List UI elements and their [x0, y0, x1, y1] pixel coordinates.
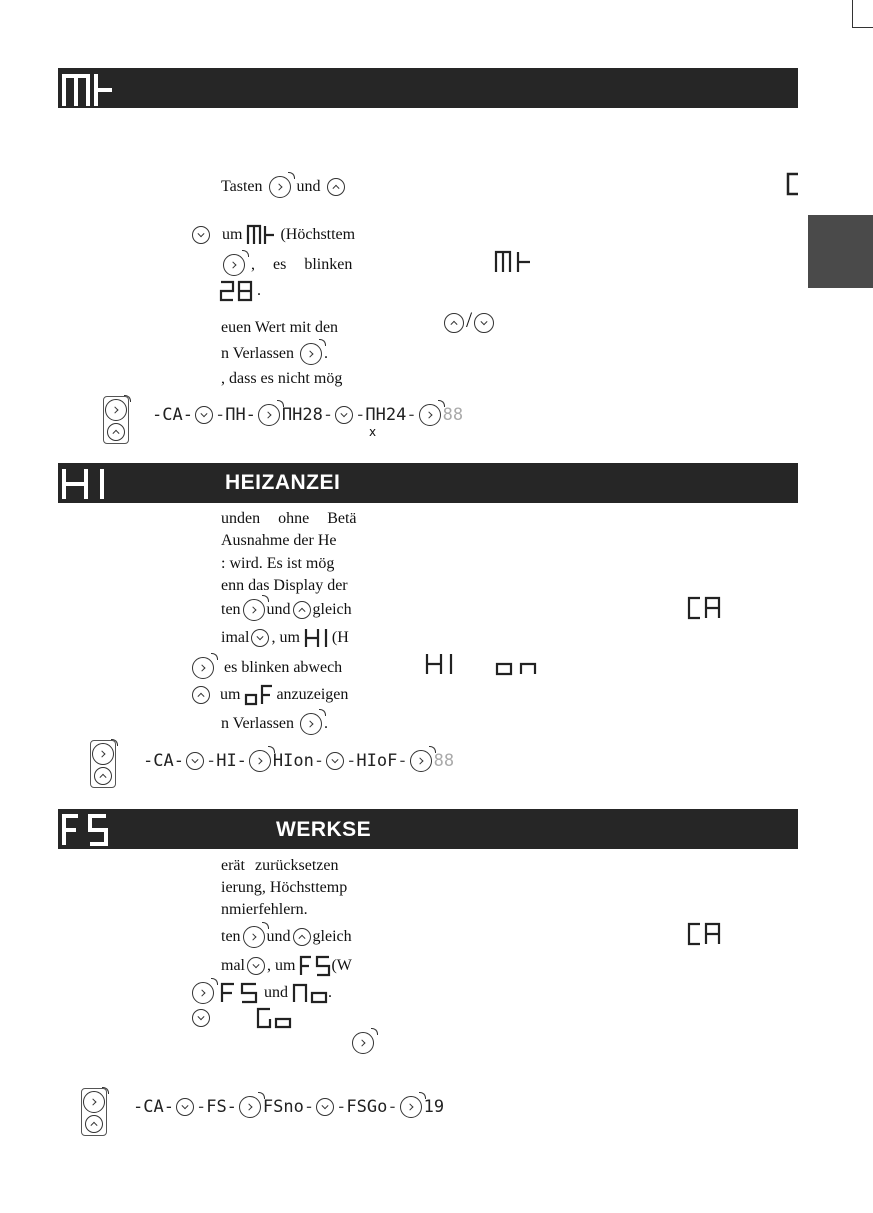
segment-display-go [256, 1007, 296, 1029]
right-button-icon [243, 926, 265, 948]
text-line-1-2: um (Höchsttem [190, 224, 355, 246]
right-button-icon [239, 1096, 261, 1118]
right-button-icon [410, 750, 432, 772]
right-button-icon [400, 1096, 422, 1118]
text-line-1-3: , es blinken [221, 254, 352, 276]
right-button-icon [223, 254, 245, 276]
right-button-icon [269, 176, 291, 198]
text-line-2-8: um anzuzeigen [190, 684, 348, 706]
down-button-icon [326, 752, 344, 770]
up-button-icon [293, 928, 311, 946]
text-line-2-1: unden ohne Betä [221, 510, 357, 527]
segment-display-code-fs [60, 813, 120, 847]
right-button-icon [300, 343, 322, 365]
text-line-1-5: euen Wert mit den [221, 319, 339, 336]
text-line-1-6: n Verlassen . [221, 343, 328, 365]
segment-display-ca [687, 596, 723, 620]
text-line-1-7: , dass es nicht mög [221, 370, 343, 387]
sequence-hi: -CA- -HI- HIon- -HIoF- 88 [143, 751, 455, 771]
up-down-button-pair-icon: / [442, 307, 496, 333]
section-title-hi: HEIZANZEI [225, 471, 341, 494]
keypad-icon [103, 396, 129, 444]
segment-display-hi-inline [304, 627, 332, 649]
crop-mark-vertical [852, 0, 853, 28]
right-button-icon [92, 743, 114, 765]
down-button-icon [176, 1098, 194, 1116]
down-button-icon [192, 1009, 210, 1027]
segment-display-code-mt [60, 72, 120, 106]
segment-display-fs-inline [299, 955, 331, 977]
right-button-icon [300, 713, 322, 735]
right-button-icon [350, 1032, 376, 1054]
text-line-2-6: imal , um (H [221, 627, 349, 649]
text-line-2-2: Ausnahme der He [221, 532, 337, 549]
down-button-icon [195, 406, 213, 424]
up-button-icon [107, 423, 125, 441]
down-button-icon [192, 226, 210, 244]
up-button-icon [327, 178, 345, 196]
right-button-icon [352, 1032, 374, 1054]
right-button-icon [105, 399, 127, 421]
segment-display-fs-inline [220, 982, 260, 1004]
text-line-3-4: ten und gleich [221, 926, 352, 948]
up-button-icon [444, 313, 464, 333]
text-line-3-6: und . [190, 982, 332, 1004]
down-button-icon [335, 406, 353, 424]
keypad-icon [90, 740, 116, 788]
right-button-icon [243, 599, 265, 621]
right-button-icon [419, 404, 441, 426]
section-header-hi [58, 463, 798, 503]
segment-display-c [786, 172, 800, 196]
segment-display-mt-blink [494, 250, 538, 274]
right-button-icon [258, 404, 280, 426]
section-header-mt [58, 68, 798, 108]
down-button-icon [316, 1098, 334, 1116]
right-button-icon [192, 657, 214, 679]
segment-display-no [292, 982, 328, 1004]
down-button-icon [247, 957, 265, 975]
right-button-icon [192, 982, 214, 1004]
text-line-3-1: erät zurücksetzen [221, 857, 339, 874]
text-line-3-2: ierung, Höchsttemp [221, 879, 348, 896]
segment-display-hi-on [425, 652, 545, 678]
crop-mark-horizontal [852, 27, 873, 28]
section-title-fs: WERKSE [276, 818, 372, 841]
right-button-icon [249, 750, 271, 772]
up-button-icon [94, 767, 112, 785]
text-line-2-7: es blinken abwech [190, 657, 342, 679]
up-button-icon [192, 686, 210, 704]
side-tab [808, 215, 873, 288]
down-button-icon [251, 629, 269, 647]
text-line-2-4: enn das Display der [221, 577, 348, 594]
segment-display-ca [687, 922, 723, 946]
segment-display-of [244, 684, 276, 706]
right-button-icon [83, 1091, 105, 1113]
down-button-icon [474, 313, 494, 333]
sequence-fs: -CA- -FS- FSno- -FSGo- 19 [133, 1097, 445, 1117]
up-button-icon [85, 1115, 103, 1133]
segment-display-28 [219, 280, 257, 302]
text-line-1-1: Tasten und [221, 176, 347, 198]
sequence-note: x [369, 425, 377, 439]
section-header-fs [58, 809, 798, 849]
text-line-2-5: ten und gleich [221, 599, 352, 621]
keypad-icon [81, 1088, 107, 1136]
text-line-3-7 [190, 1007, 296, 1029]
text-line-3-5: mal , um (W [221, 955, 352, 977]
text-line-1-4: . [219, 280, 261, 302]
text-line-3-3: nmierfehlern. [221, 901, 308, 918]
text-line-2-9: n Verlassen . [221, 713, 328, 735]
up-button-icon [293, 601, 311, 619]
text-line-2-3: : wird. Es ist mög [221, 555, 335, 572]
sequence-mt: -CA- -ΠΗ- ΠΗ28- -ΠΗ24- 88 [152, 405, 464, 425]
segment-display-mt-inline [246, 224, 276, 246]
down-button-icon [186, 752, 204, 770]
segment-display-code-hi [60, 467, 120, 501]
